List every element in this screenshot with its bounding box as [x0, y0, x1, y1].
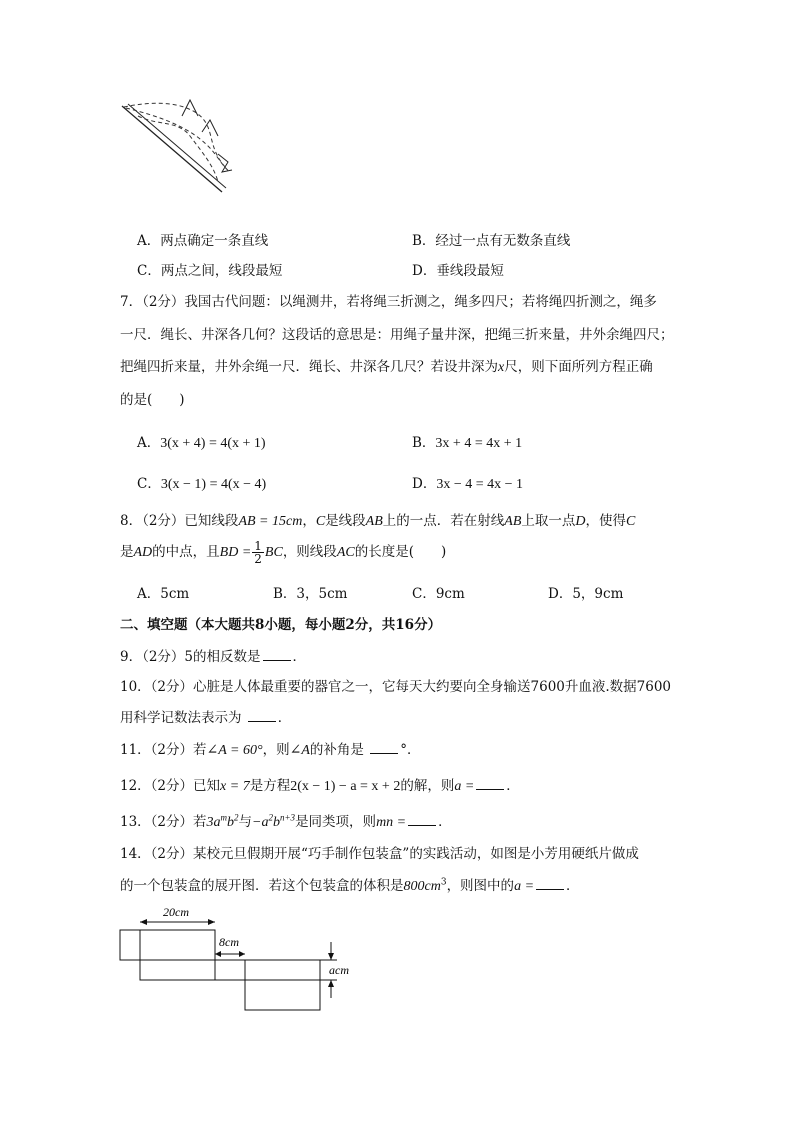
box-net-figure — [115, 898, 365, 1023]
q7-option-a-label: A． — [137, 435, 161, 451]
q14-line-2 — [120, 874, 580, 895]
net-face-top — [140, 930, 215, 960]
q10-line-1: 10．（2分）心脏是人体最重要的器官之一，它每天大约要向全身输送7600升血液.数据7600 — [120, 679, 672, 695]
ruler-edge-2 — [128, 104, 226, 188]
q8-math: BC — [264, 545, 283, 560]
answer-blank — [263, 650, 291, 661]
q12-math: a = — [454, 779, 475, 794]
q7-option-d-eq: 3x − 4 = 4x − 1 — [436, 477, 524, 492]
q13 — [120, 810, 452, 831]
q13-text: 与 — [238, 814, 253, 830]
hill-outline-2 — [218, 154, 232, 172]
q11-end: °． — [400, 742, 421, 758]
q13-sup: 2 — [234, 812, 239, 823]
q8-fraction — [252, 540, 264, 565]
q8-math: C — [315, 514, 326, 529]
q8-text: ，则线段 — [282, 544, 337, 560]
q14-end: ． — [566, 878, 580, 894]
q7-option-b — [412, 431, 522, 452]
q6-option-d: D．垂线段最短 — [412, 263, 504, 279]
q14-math: a = — [514, 879, 535, 894]
fraction-numerator: 1 — [254, 539, 262, 553]
q6-option-c: C．两点之间，线段最短 — [137, 263, 283, 279]
q8-math: AB = 15cm — [238, 514, 303, 529]
arrow-up-a — [328, 980, 334, 987]
q8-text: 8．（2分）已知线段 — [120, 513, 239, 529]
q8-line-2 — [120, 537, 446, 568]
q8-text: 的中点，且 — [152, 544, 220, 560]
q10-end: ． — [277, 710, 292, 726]
q8-math: D — [575, 514, 586, 529]
q11-text: 的补角是 — [309, 742, 364, 758]
label-8cm: 8cm — [219, 935, 239, 949]
q14-text: ，则图中的 — [446, 878, 515, 894]
q9-end: ． — [292, 649, 307, 665]
q8-text: 是线段 — [325, 513, 366, 529]
q8-math: BD = — [219, 545, 252, 560]
q8-option-c: C．9cm — [412, 586, 465, 602]
arrow-right-8 — [239, 951, 245, 957]
q6-option-b: B．经过一点有无数条直线 — [412, 233, 571, 249]
q9 — [120, 645, 306, 665]
q11 — [120, 738, 420, 759]
q8-text: 的长度是( ) — [354, 544, 447, 560]
q7-option-c-eq: 3(x − 1) = 4(x − 4) — [160, 477, 267, 492]
q12-math: x = 7 — [220, 779, 250, 794]
q13-term-2 — [252, 812, 296, 830]
answer-blank — [476, 779, 504, 790]
q12-text: 是方程 — [249, 778, 291, 794]
section-header-fill-in: 二、填空题（本大题共8小题，每小题2分，共16分） — [120, 617, 442, 633]
dashed-path-1 — [124, 103, 226, 168]
arrow-left-8 — [215, 951, 221, 957]
q13-math: −a — [252, 815, 269, 830]
q7-option-a — [137, 431, 266, 452]
answer-blank — [408, 815, 436, 826]
q7-option-d-label: D． — [412, 476, 437, 492]
q12-text: 12．（2分）已知 — [120, 778, 221, 794]
q8-option-b: B．3，5cm — [273, 586, 348, 602]
q7-option-c-label: C． — [137, 476, 161, 492]
q13-sup: 2 — [268, 812, 273, 823]
net-face-front — [140, 960, 215, 980]
q8-line-1 — [120, 509, 635, 530]
q13-math: 3a — [206, 815, 221, 830]
q6-figure — [118, 96, 248, 196]
q13-end: ． — [438, 814, 452, 830]
q8-math: AB — [504, 514, 522, 529]
label-20cm: 20cm — [163, 905, 189, 919]
q11-math: ∠A = 60° — [206, 743, 263, 758]
q8-math: AD — [133, 545, 153, 560]
net-face-side — [215, 960, 245, 980]
q8-text: ， — [302, 513, 316, 529]
q12-math: 2(x − 1) − a = x + 2 — [290, 779, 401, 794]
q7-option-b-eq: 3x + 4 = 4x + 1 — [435, 436, 523, 451]
ruler-edge-1 — [122, 106, 222, 192]
q7-line-4: 的是( ) — [120, 392, 185, 408]
q12-end: ． — [506, 778, 520, 794]
arrow-right-20 — [208, 919, 215, 925]
q14-text: 的一个包装盒的展开图．若这个包装盒的体积是 — [120, 878, 404, 894]
q14-line-1: 14．（2分）某校元旦假期开展“巧手制作包装盒”的实践活动，如图是小芳用硬纸片做成 — [120, 846, 639, 862]
q13-sup: m — [220, 812, 228, 823]
q14-sup: 3 — [440, 877, 447, 888]
q8-text: 是 — [120, 544, 134, 560]
arrow-down-a — [328, 953, 334, 960]
fraction-denominator: 2 — [254, 552, 262, 566]
answer-blank — [248, 711, 276, 722]
q12 — [120, 774, 520, 795]
q9-text: 9．（2分）5的相反数是 — [120, 649, 261, 665]
answer-blank — [370, 743, 398, 754]
answer-blank — [536, 879, 564, 890]
q7-option-b-label: B． — [412, 435, 436, 451]
q7-option-c — [137, 472, 266, 493]
label-acm: acm — [329, 963, 349, 977]
q12-text: 的解，则 — [400, 778, 455, 794]
q7-var-x: x — [498, 360, 505, 375]
q8-text: 上取一点 — [521, 513, 576, 529]
net-face-bottom — [245, 980, 320, 1010]
q13-term-1 — [206, 812, 239, 830]
q7-line-3 — [120, 355, 653, 376]
q11-text: ，则 — [262, 742, 290, 758]
q8-math: AC — [336, 545, 355, 560]
q7-line-3-end: 尺，则下面所列方程正确 — [504, 359, 653, 375]
q8-math: C — [626, 514, 636, 529]
q8-option-a: A．5cm — [137, 586, 190, 602]
q8-math: AB — [365, 514, 383, 529]
q13-text: 是同类项，则 — [295, 814, 377, 830]
arrow-left-20 — [140, 919, 147, 925]
q7-line-1: 7．（2分）我国古代问题：以绳测井，若将绳三折测之，绳多四尺；若将绳四折测之，绳多 — [120, 294, 657, 310]
net-face-left-tab — [120, 930, 140, 960]
q8-text: ，使得 — [585, 513, 626, 529]
q13-math: mn = — [376, 815, 407, 830]
q7-line-3-text: 把绳四折来量，井外余绳一尺．绳长、井深各几尺？若设井深为 — [120, 359, 498, 375]
q8-text: 上的一点．若在射线 — [382, 513, 505, 529]
q14-math: 800cm — [403, 879, 441, 894]
q13-math: b — [272, 815, 280, 830]
q6-option-a: A．两点确定一条直线 — [137, 233, 269, 249]
q10-text: 用科学记数法表示为 — [120, 710, 242, 726]
q8-option-d: D．5，9cm — [548, 586, 624, 602]
q7-option-d — [412, 472, 523, 493]
q11-math: ∠A — [289, 743, 310, 758]
q11-text: 11．（2分）若 — [120, 742, 207, 758]
q10-line-2 — [120, 706, 291, 726]
q13-math: b — [227, 815, 235, 830]
q7-line-2: 一尺．绳长、井深各几何？这段话的意思是：用绳子量井深，把绳三折来量，井外余绳四尺； — [120, 327, 674, 343]
q13-text: 13．（2分）若 — [120, 814, 207, 830]
q7-option-a-eq: 3(x + 4) = 4(x + 1) — [160, 436, 266, 451]
q13-sup: n+3 — [279, 812, 296, 823]
net-face-back — [245, 960, 320, 980]
